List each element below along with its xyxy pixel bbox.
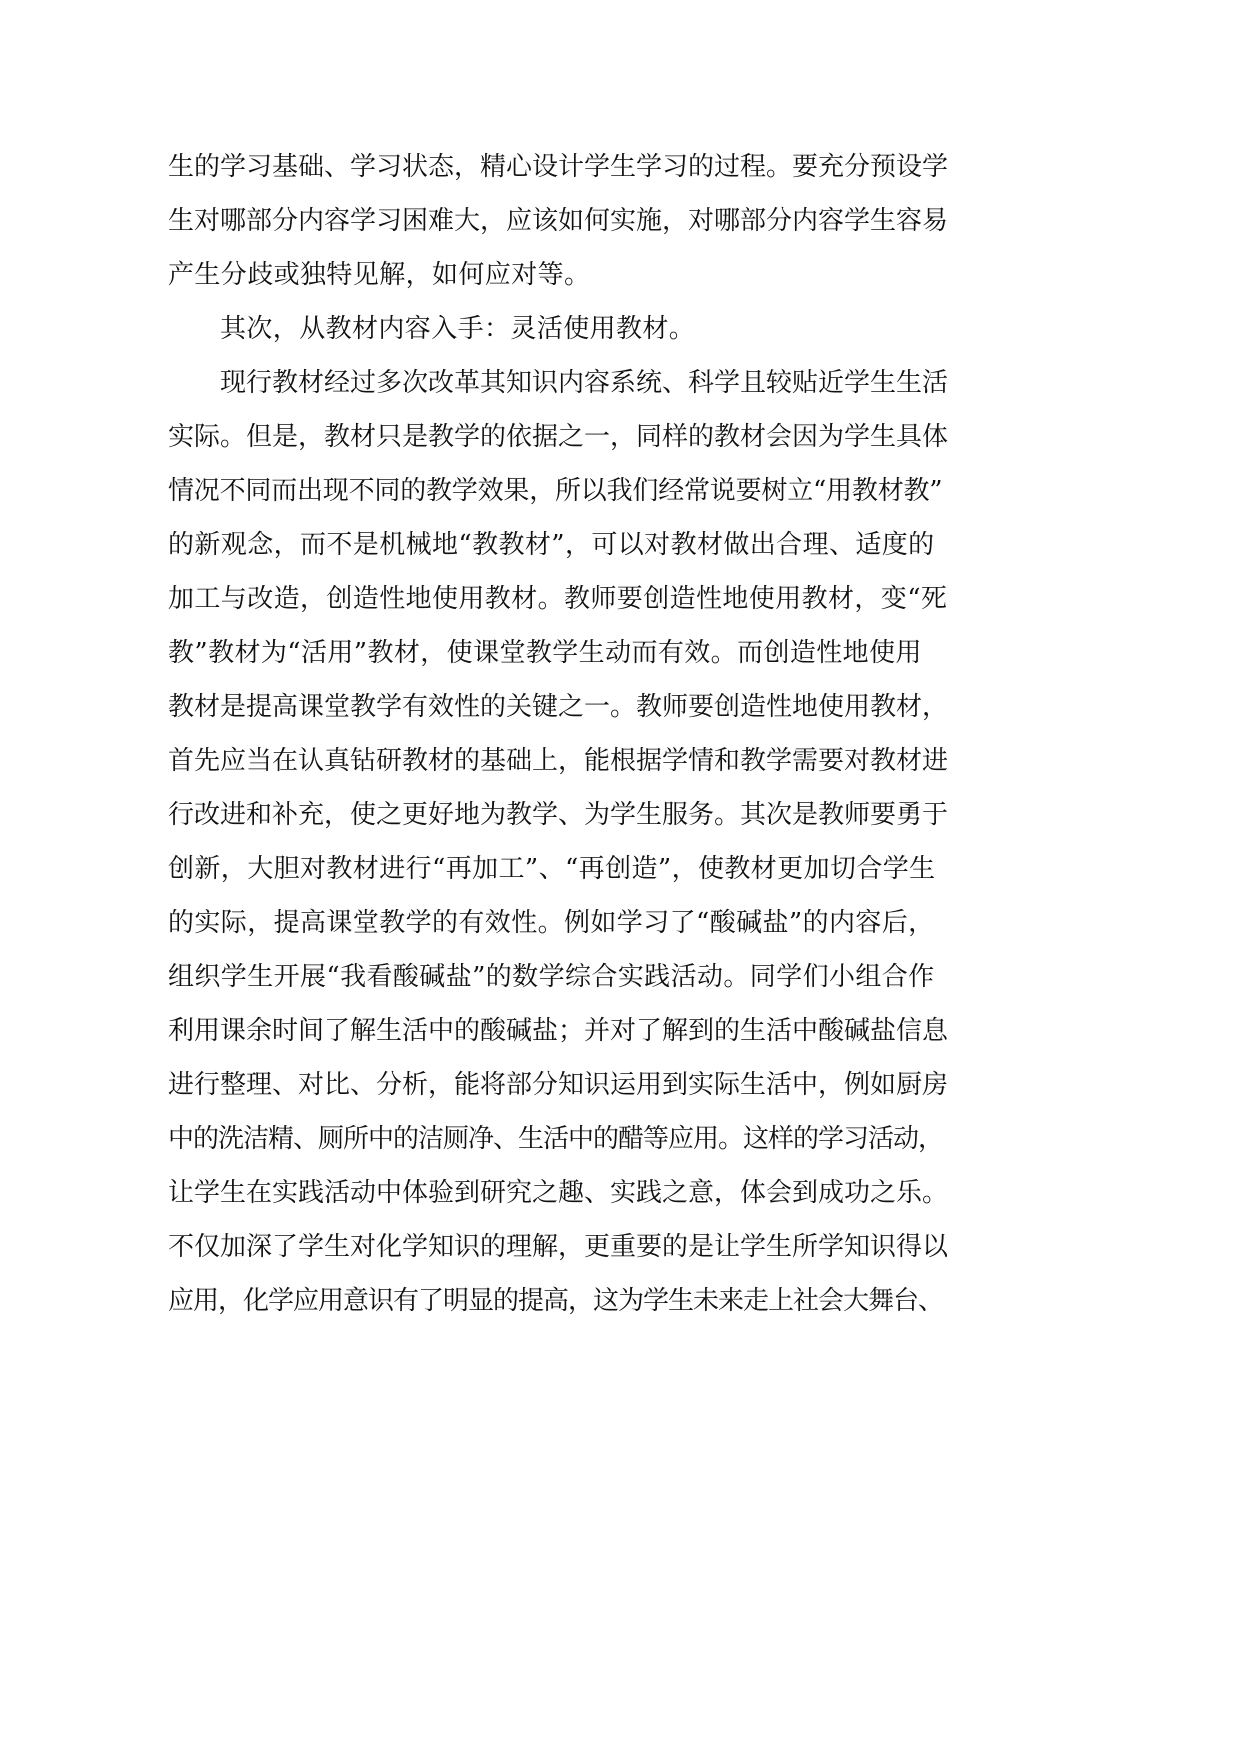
text-line: 情况不同而出现不同的教学效果，所以我们经常说要树立“用教材教” [168, 476, 943, 506]
text-line: 进行整理、对比、分析，能将部分知识运用到实际生活中，例如厨房 [168, 1070, 949, 1100]
text-line: 让学生在实践活动中体验到研究之趣、实践之意，体会到成功之乐。 [168, 1178, 949, 1208]
text-line: 应用，化学应用意识有了明显的提高，这为学生未来走上社会大舞台、 [168, 1286, 944, 1316]
text-line: 首先应当在认真钻研教材的基础上，能根据学情和教学需要对教材进 [168, 746, 949, 776]
text-line: 实际。但是，教材只是教学的依据之一，同样的教材会因为学生具体 [168, 422, 949, 452]
text-line: 生对哪部分内容学习困难大，应该如何实施，对哪部分内容学生容易 [168, 206, 949, 236]
text-line: 生的学习基础、学习状态，精心设计学生学习的过程。要充分预设学 [168, 152, 949, 182]
text-line: 组织学生开展“我看酸碱盐”的数学综合实践活动。同学们小组合作 [168, 962, 935, 992]
text-line: 不仅加深了学生对化学知识的理解，更重要的是让学生所学知识得以 [168, 1232, 949, 1262]
text-line: 行改进和补充，使之更好地为教学、为学生服务。其次是教师要勇于 [168, 800, 949, 830]
body-text [168, 140, 948, 1328]
text-line: 教”教材为“活用”教材，使课堂教学生动而有效。而创造性地使用 [168, 638, 922, 668]
paragraph-first-line: 其次，从教材内容入手：灵活使用教材。 [220, 314, 696, 344]
text-line: 教材是提高课堂教学有效性的关键之一。教师要创造性地使用教材， [168, 692, 949, 722]
text-line: 利用课余时间了解生活中的酸碱盐；并对了解到的生活中酸碱盐信息 [168, 1016, 949, 1046]
text-line: 的实际，提高课堂教学的有效性。例如学习了“酸碱盐”的内容后， [168, 908, 935, 938]
text-line: 中的洗洁精、厕所中的洁厕净、生活中的醋等应用。这样的学习活动， [168, 1124, 944, 1154]
text-line: 产生分歧或独特见解，如何应对等。 [168, 260, 591, 290]
paragraph-first-line: 现行教材经过多次改革其知识内容系统、科学且较贴近学生生活 [220, 368, 949, 398]
text-line: 的新观念，而不是机械地“教教材”，可以对教材做出合理、适度的 [168, 530, 935, 560]
text-line: 加工与改造，创造性地使用教材。教师要创造性地使用教材，变“死 [168, 584, 948, 614]
text-line: 创新，大胆对教材进行“再加工”、“再创造”，使教材更加切合学生 [168, 854, 936, 884]
